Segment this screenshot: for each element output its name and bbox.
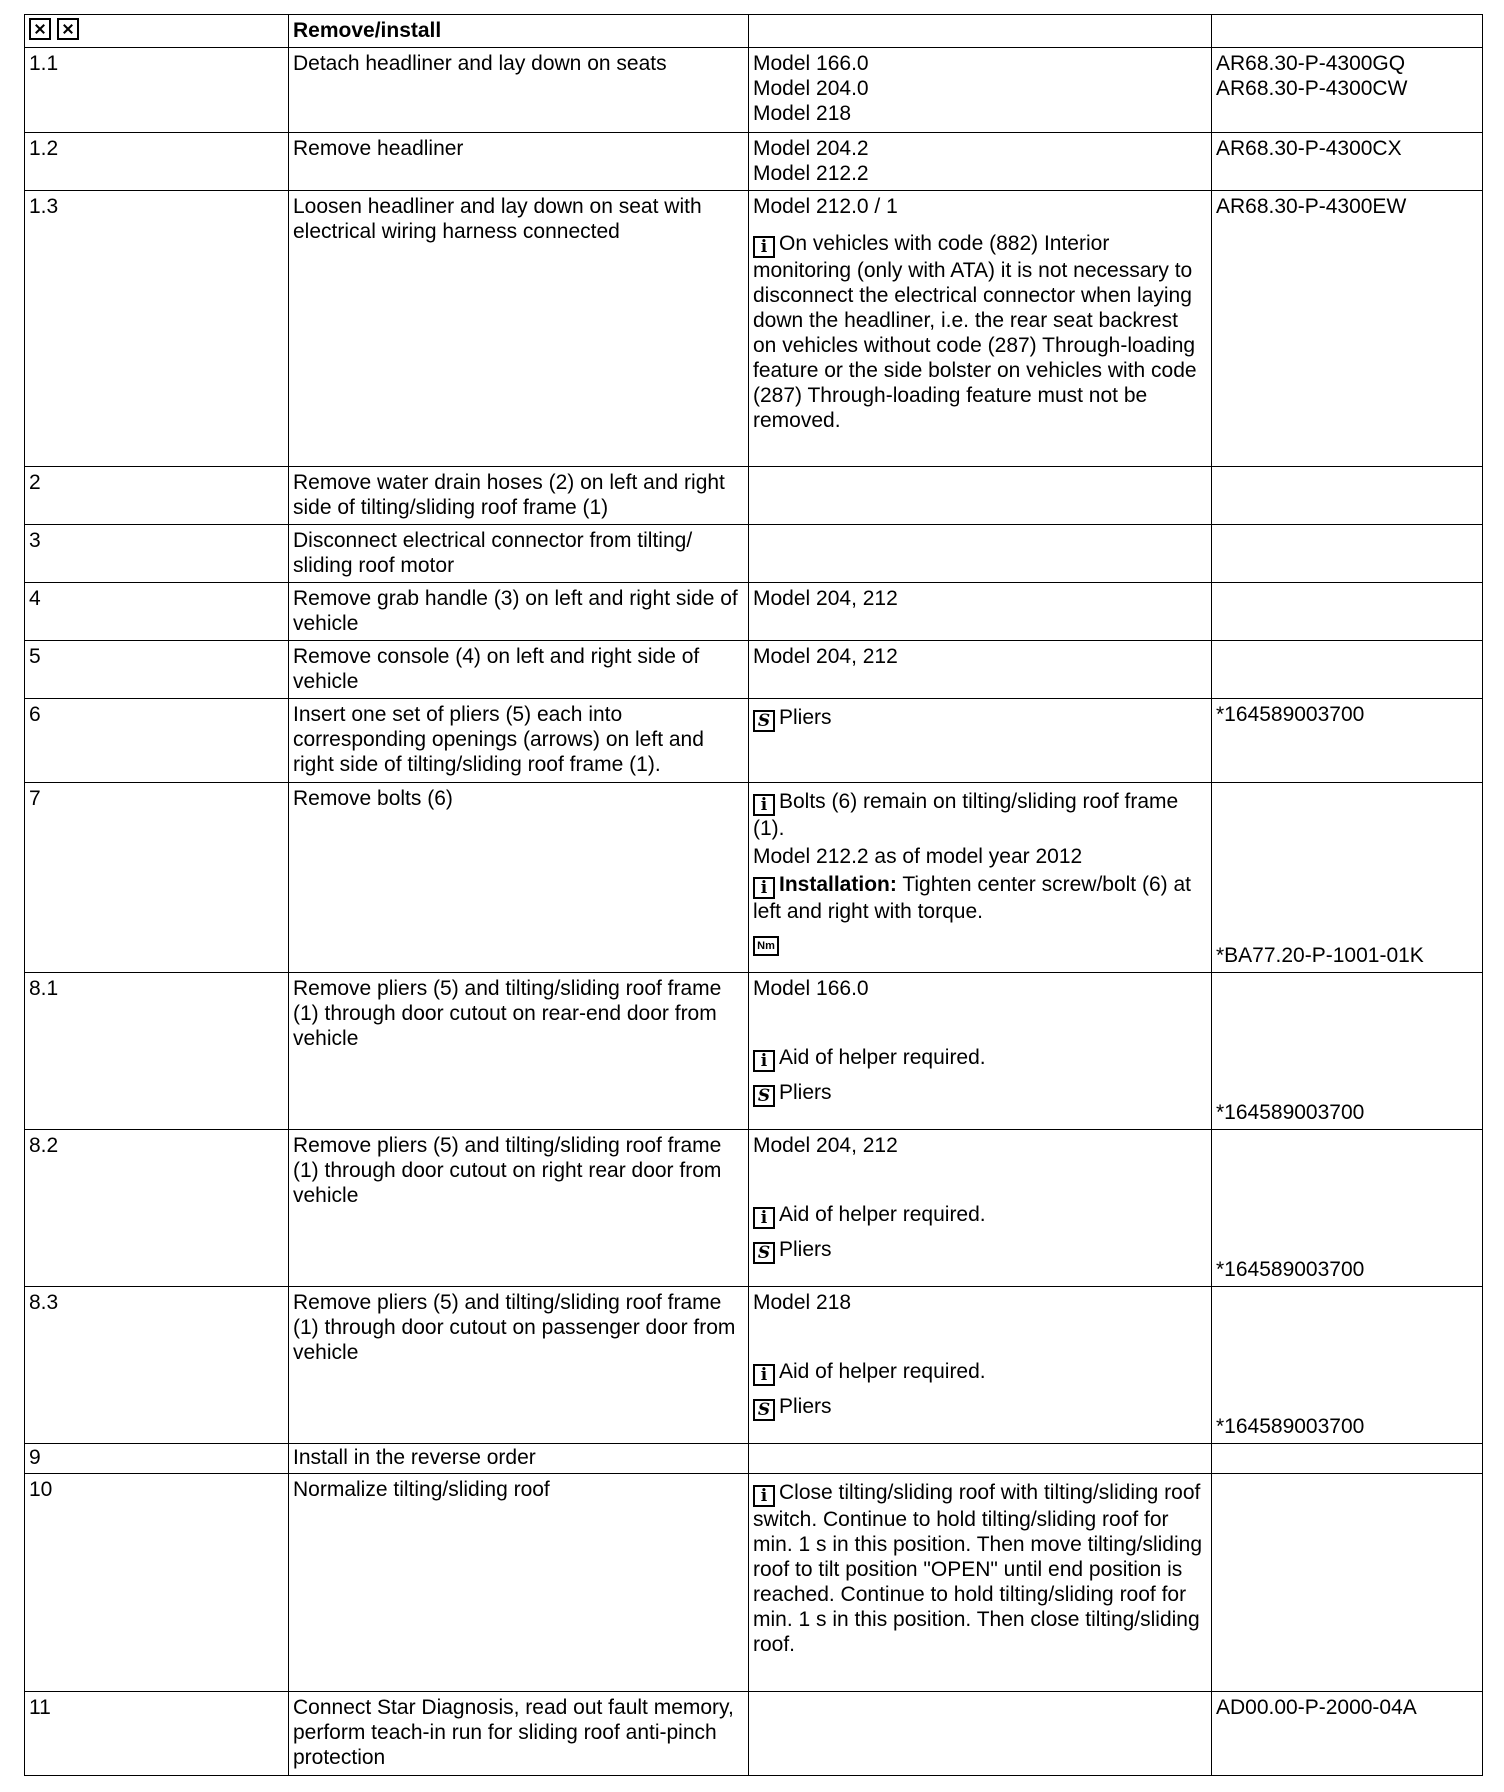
step-number: 9 bbox=[25, 1444, 289, 1474]
table-row bbox=[25, 1444, 1483, 1474]
step-number: 1.1 bbox=[25, 48, 289, 133]
model-text: Model 204, 212 bbox=[749, 583, 1212, 641]
step-action: Remove water drain hoses (2) on left and right side of tilting/sliding roof frame (1) bbox=[289, 467, 749, 525]
reference-link[interactable]: *BA77.20-P-1001-01K bbox=[1216, 944, 1424, 967]
step-number: 2 bbox=[25, 467, 289, 525]
step-number: 4 bbox=[25, 583, 289, 641]
info-icon: i bbox=[753, 794, 775, 816]
info-icon: i bbox=[753, 1364, 775, 1386]
special-tool-icon: S bbox=[753, 1085, 775, 1107]
collapse-icon[interactable] bbox=[57, 18, 79, 40]
model-text: Model 166.0 bbox=[753, 977, 869, 1000]
reference-link[interactable]: AD00.00-P-2000-04A bbox=[1216, 1696, 1417, 1719]
step-action: Remove pliers (5) and tilting/sliding roof frame (1) through door cutout on passenger door from vehicle bbox=[289, 1287, 749, 1444]
step-action: Remove pliers (5) and tilting/sliding roof frame (1) through door cutout on rear-end door from vehicle bbox=[289, 973, 749, 1130]
reference-link[interactable]: AR68.30-P-4300CX bbox=[1216, 137, 1402, 160]
reference-link[interactable]: AR68.30-P-4300EW bbox=[1216, 195, 1407, 218]
expand-icon[interactable] bbox=[29, 18, 51, 40]
step-action: Detach headliner and lay down on seats bbox=[289, 48, 749, 133]
table-row bbox=[25, 191, 1483, 467]
table-row bbox=[25, 1130, 1483, 1287]
table-row bbox=[25, 525, 1483, 583]
reference-link[interactable]: *164589003700 bbox=[1216, 703, 1365, 726]
model-text: Model 212.0 / 1 bbox=[753, 195, 898, 218]
step-number: 6 bbox=[25, 699, 289, 783]
table-row bbox=[25, 699, 1483, 783]
model-text: Model 204, 212 bbox=[749, 641, 1212, 699]
step-action: Remove console (4) on left and right side of vehicle bbox=[289, 641, 749, 699]
step-number: 1.2 bbox=[25, 133, 289, 191]
model-text: Model 212.2 bbox=[753, 162, 869, 185]
step-action: Loosen headliner and lay down on seat with electrical wiring harness connected bbox=[289, 191, 749, 467]
special-tool-icon: S bbox=[753, 710, 775, 732]
table-row bbox=[25, 783, 1483, 973]
step-number: 5 bbox=[25, 641, 289, 699]
reference-link[interactable]: AR68.30-P-4300GQ bbox=[1216, 52, 1406, 75]
info-icon: i bbox=[753, 1050, 775, 1072]
table-row bbox=[25, 1474, 1483, 1692]
table-row bbox=[25, 1287, 1483, 1444]
step-action: Remove headliner bbox=[289, 133, 749, 191]
step-number: 7 bbox=[25, 783, 289, 973]
reference-link[interactable]: *164589003700 bbox=[1216, 1415, 1365, 1438]
info-icon: i bbox=[753, 236, 775, 258]
step-action: Connect Star Diagnosis, read out fault memory, perform teach-in run for sliding roof anti-pinch protection bbox=[289, 1692, 749, 1776]
header-row bbox=[25, 15, 1483, 48]
table-row bbox=[25, 133, 1483, 191]
step-action: Remove grab handle (3) on left and right side of vehicle bbox=[289, 583, 749, 641]
table-row bbox=[25, 467, 1483, 525]
model-text: Model 166.0 bbox=[753, 52, 869, 75]
step-number: 8.2 bbox=[25, 1130, 289, 1287]
step-number: 3 bbox=[25, 525, 289, 583]
step-action: Remove bolts (6) bbox=[289, 783, 749, 973]
installation-label: Installation: bbox=[779, 873, 897, 896]
step-action: Insert one set of pliers (5) each into corresponding openings (arrows) on left and right side of tilting/sliding roof frame (1). bbox=[289, 699, 749, 783]
table-row bbox=[25, 1692, 1483, 1776]
note-text: Aid of helper required. bbox=[779, 1203, 986, 1226]
step-action: Remove pliers (5) and tilting/sliding roof frame (1) through door cutout on right rear door from vehicle bbox=[289, 1130, 749, 1287]
tool-text: Pliers bbox=[779, 1238, 832, 1261]
step-number: 11 bbox=[25, 1692, 289, 1776]
model-text: Model 204.0 bbox=[753, 77, 869, 100]
model-text: Model 204, 212 bbox=[753, 1134, 898, 1157]
step-action: Normalize tilting/sliding roof bbox=[289, 1474, 749, 1692]
tool-text: Pliers bbox=[779, 706, 832, 729]
note-text: Aid of helper required. bbox=[779, 1360, 986, 1383]
table-row bbox=[25, 583, 1483, 641]
info-icon: i bbox=[753, 877, 775, 899]
model-text: Model 218 bbox=[753, 1291, 852, 1314]
tool-text: Pliers bbox=[779, 1081, 832, 1104]
note-text: Aid of helper required. bbox=[779, 1046, 986, 1069]
step-number: 1.3 bbox=[25, 191, 289, 467]
step-number: 8.3 bbox=[25, 1287, 289, 1444]
table-row bbox=[25, 973, 1483, 1130]
header-title: Remove/install bbox=[289, 15, 749, 48]
model-text: Model 212.2 as of model year 2012 bbox=[753, 845, 1083, 868]
procedure-table bbox=[24, 14, 1483, 1776]
reference-link[interactable]: AR68.30-P-4300CW bbox=[1216, 77, 1408, 100]
info-icon: i bbox=[753, 1485, 775, 1507]
special-tool-icon: S bbox=[753, 1399, 775, 1421]
table-row bbox=[25, 48, 1483, 133]
special-tool-icon: S bbox=[753, 1242, 775, 1264]
step-number: 8.1 bbox=[25, 973, 289, 1130]
reference-link[interactable]: *164589003700 bbox=[1216, 1258, 1365, 1281]
note-text: Close tilting/sliding roof with tilting/sliding roof switch. Continue to hold tilting/sliding roof for min. 1 s in this position. Then move tilting/sliding roof to tilt position "OPEN" until end position is reached. Continue to hold tilting/sliding roof for min. 1 s in this position. Then close tilting/sliding roof. bbox=[753, 1481, 1202, 1656]
step-number: 10 bbox=[25, 1474, 289, 1692]
reference-link[interactable]: *164589003700 bbox=[1216, 1101, 1365, 1124]
info-icon: i bbox=[753, 1207, 775, 1229]
torque-icon: Nm bbox=[753, 936, 779, 956]
installation-text: Tighten center screw/bolt (6) at left and right with torque. bbox=[753, 873, 1191, 923]
model-text: Model 218 bbox=[753, 102, 852, 125]
model-text: Model 204.2 bbox=[753, 137, 869, 160]
header-icons-cell bbox=[25, 15, 289, 48]
step-action: Install in the reverse order bbox=[289, 1444, 749, 1474]
tool-text: Pliers bbox=[779, 1395, 832, 1418]
note-text: On vehicles with code (882) Interior monitoring (only with ATA) it is not necessary to disconnect the electrical connector when laying down the headliner, i.e. the rear seat backrest on vehicles without code (287) Through-loading feature or the side bolster on vehicles with code (287) Through-loading feature must not be removed. bbox=[753, 232, 1197, 432]
table-row bbox=[25, 641, 1483, 699]
step-action: Disconnect electrical connector from tilting/ sliding roof motor bbox=[289, 525, 749, 583]
note-text: Bolts (6) remain on tilting/sliding roof frame (1). bbox=[753, 790, 1179, 840]
